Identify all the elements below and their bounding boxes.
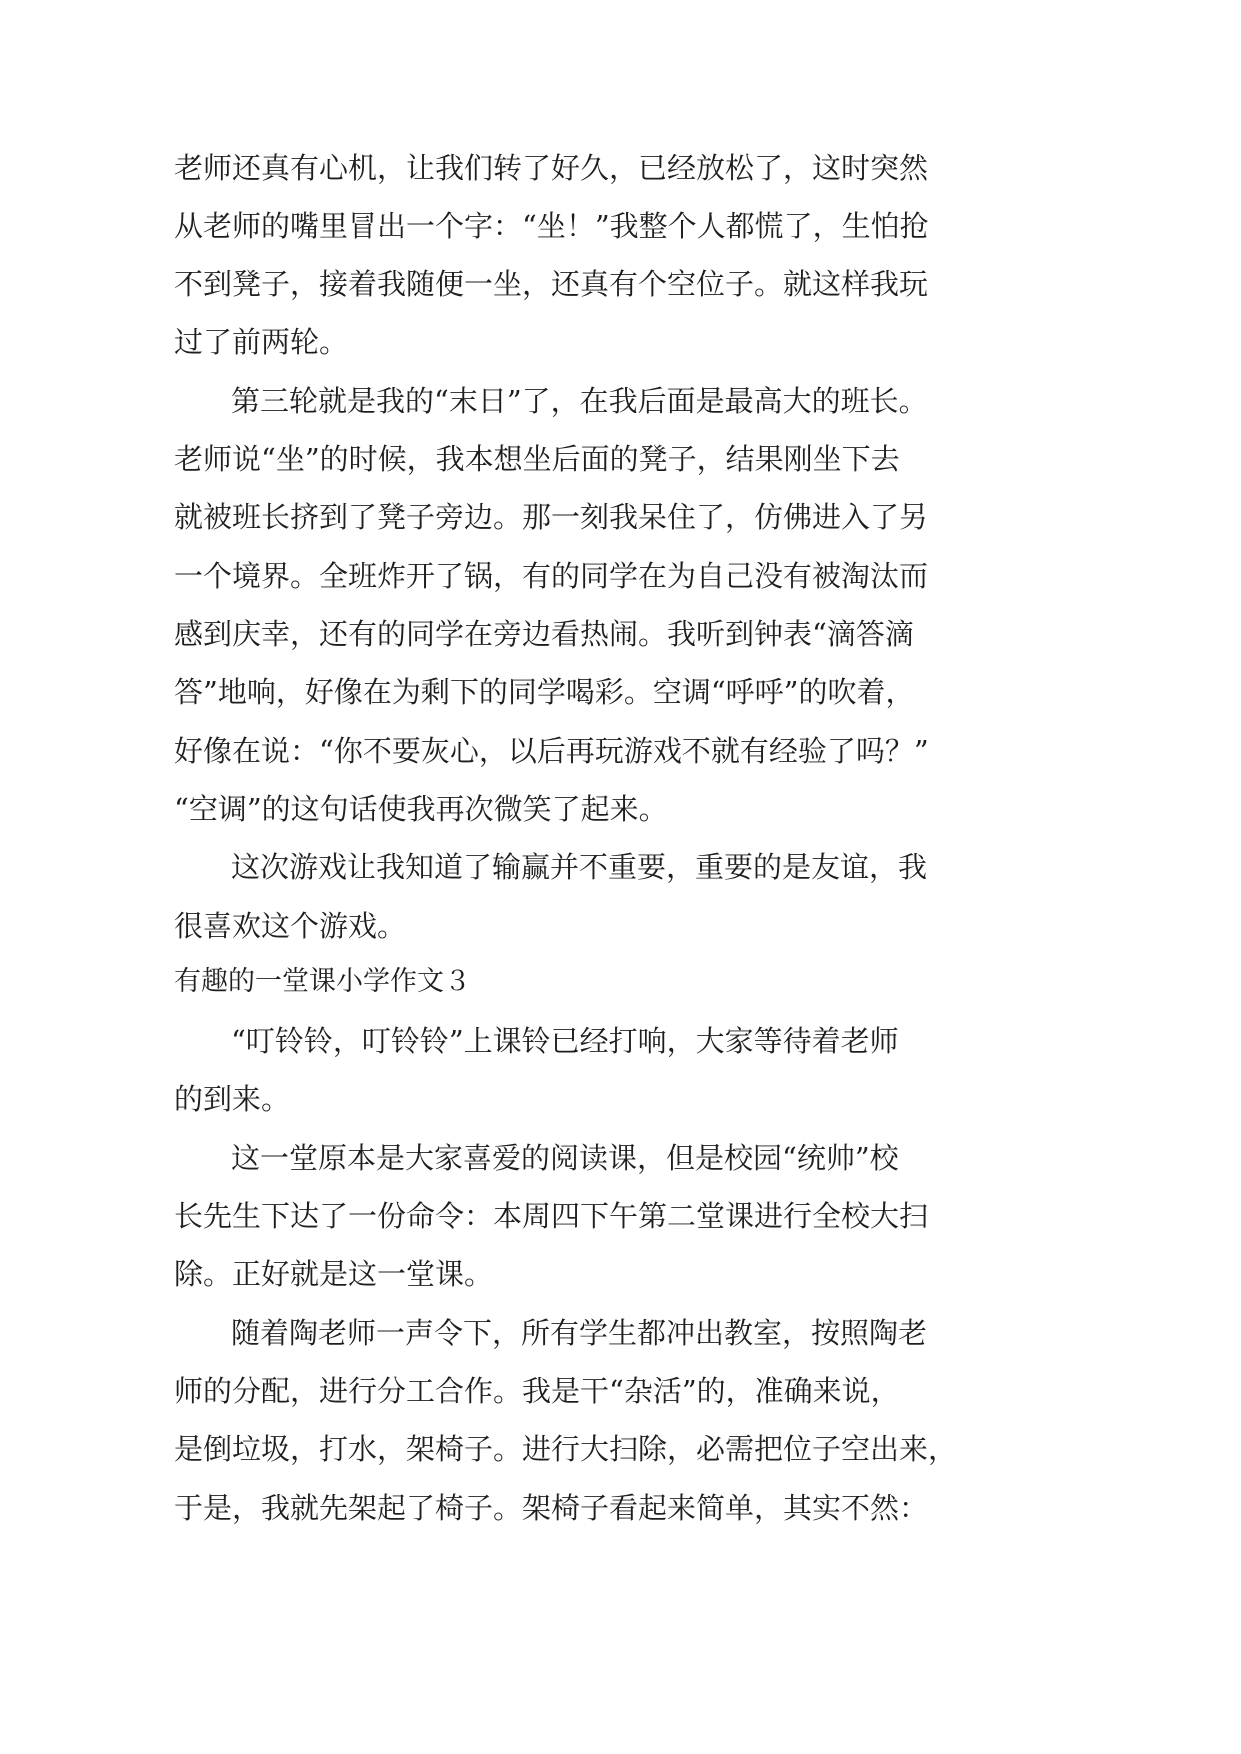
text-line: 过了前两轮。 xyxy=(174,325,349,359)
paragraph-first-line: “叮铃铃，叮铃铃”上课铃已经打响，大家等待着老师 xyxy=(231,1024,899,1058)
text-line: 不到凳子，接着我随便一坐，还真有个空位子。就这样我玩 xyxy=(174,267,929,301)
text-line: “空调”的这句话使我再次微笑了起来。 xyxy=(174,792,668,826)
text-line: 老师还真有心机，让我们转了好久，已经放松了，这时突然 xyxy=(174,151,929,185)
text-line: 除。正好就是这一堂课。 xyxy=(174,1257,494,1291)
text-line: 长先生下达了一份命令：本周四下午第二堂课进行全校大扫 xyxy=(174,1199,929,1233)
text-line: 老师说“坐”的时候，我本想坐后面的凳子，结果刚坐下去 xyxy=(174,442,900,476)
text-line: 好像在说：“你不要灰心，以后再玩游戏不就有经验了吗？” xyxy=(174,734,929,768)
text-line: 很喜欢这个游戏。 xyxy=(174,909,407,943)
paragraph-first-line: 这一堂原本是大家喜爱的阅读课，但是校园“统帅”校 xyxy=(231,1141,899,1175)
paragraph-first-line: 随着陶老师一声令下，所有学生都冲出教室，按照陶老 xyxy=(231,1316,928,1350)
text-line: 的到来。 xyxy=(174,1082,291,1116)
text-line: 从老师的嘴里冒出一个字：“坐！”我整个人都慌了，生怕抢 xyxy=(174,209,929,243)
text-line: 一个境界。全班炸开了锅，有的同学在为自己没有被淘汰而 xyxy=(174,559,929,593)
section-heading: 有趣的一堂课小学作文３ xyxy=(174,966,471,997)
text-line: 师的分配，进行分工合作。我是干“杂活”的，准确来说， xyxy=(174,1374,900,1408)
text-line: 是倒垃圾，打水，架椅子。进行大扫除，必需把位子空出来， xyxy=(174,1432,958,1466)
text-line: 于是，我就先架起了椅子。架椅子看起来简单，其实不然： xyxy=(174,1491,929,1525)
text-line: 就被班长挤到了凳子旁边。那一刻我呆住了，仿佛进入了另 xyxy=(174,500,929,534)
text-line: 答”地响，好像在为剩下的同学喝彩。空调“呼呼”的吹着， xyxy=(174,675,915,709)
text-line: 感到庆幸，还有的同学在旁边看热闹。我听到钟表“滴答滴 xyxy=(174,617,914,651)
paragraph-first-line: 这次游戏让我知道了输赢并不重要，重要的是友谊，我 xyxy=(231,850,928,884)
paragraph-first-line: 第三轮就是我的“末日”了，在我后面是最高大的班长。 xyxy=(231,384,928,418)
